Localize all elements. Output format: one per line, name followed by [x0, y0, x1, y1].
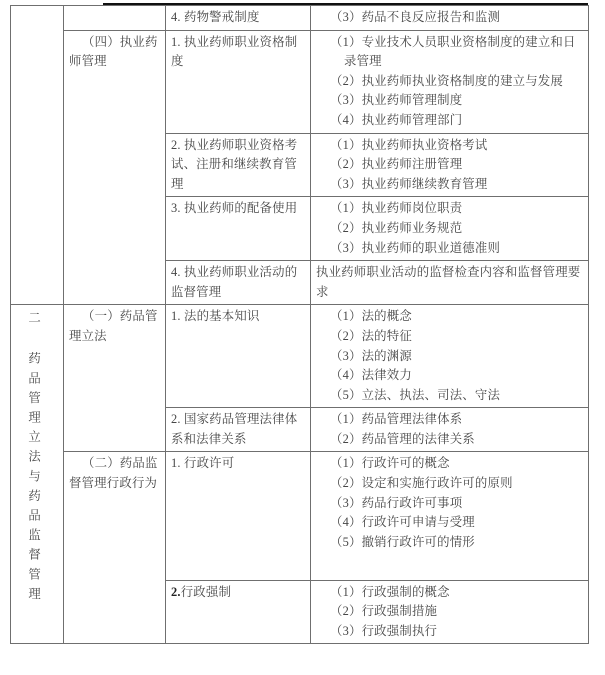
list-item: （1）执业药师岗位职责 — [330, 201, 463, 216]
list-item: （4）行政许可申请与受理 — [330, 515, 475, 530]
list-item: （1）专业技术人员职业资格制度的建立和日录管理 — [330, 34, 576, 69]
list-item: （1）行政强制的概念 — [330, 584, 450, 599]
detail-list — [316, 410, 584, 449]
detail-list — [316, 307, 584, 405]
detail-list — [316, 33, 584, 131]
item-cell: 1. 行政许可 — [166, 452, 311, 580]
list-item: （3）执业药师的职业道德准则 — [330, 240, 501, 255]
detail-list — [316, 8, 584, 28]
detail-list — [316, 454, 584, 552]
item-label: 行政强制 — [180, 584, 232, 599]
chapter-cell-empty — [11, 6, 64, 305]
item-cell: 4. 执业药师职业活动的监督管理 — [166, 261, 311, 305]
list-item: （3）药品不良反应报告和监测 — [330, 10, 501, 24]
detail-cell — [311, 197, 589, 261]
item-cell: 1. 执业药师职业资格制度 — [166, 30, 311, 133]
list-item: （2）法的特征 — [330, 328, 412, 343]
list-item: （2）药品管理的法律关系 — [330, 431, 475, 446]
list-item: （1）法的概念 — [330, 309, 412, 324]
list-item: （4）法律效力 — [330, 368, 412, 383]
item-cell: 2. 国家药品管理法律体系和法律关系 — [166, 408, 311, 452]
section-cell-xingzhengxingwei — [64, 452, 166, 644]
table-row — [11, 305, 589, 408]
item-cell: 1. 法的基本知识 — [166, 305, 311, 408]
detail-cell — [311, 408, 589, 452]
section-label: （四）执业药师管理 — [69, 34, 158, 69]
section-label: （二）药品监督管理行政行为 — [69, 456, 158, 491]
syllabus-table — [10, 5, 589, 644]
list-item: （2）执业药师执业资格制度的建立与发展 — [330, 73, 564, 88]
list-item: （3）执业药师继续教育管理 — [330, 176, 488, 191]
detail-cell — [311, 6, 589, 31]
list-item: （1）执业药师执业资格考试 — [330, 137, 488, 152]
table-row — [11, 452, 589, 580]
list-item: （5）立法、执法、司法、守法 — [330, 387, 501, 402]
list-item: （3）行政强制执行 — [330, 623, 438, 638]
chapter-label-vertical: 二 药品管理立法与药品监督管理 — [26, 311, 41, 607]
section-label: （一）药品管理立法 — [69, 309, 158, 343]
item-cell: 3. 执业药师的配备使用 — [166, 197, 311, 261]
detail-list — [316, 583, 584, 642]
list-item: （2）行政强制措施 — [330, 604, 438, 619]
table-row — [11, 6, 589, 31]
detail-cell — [311, 261, 589, 305]
list-item: （1）药品管理法律体系 — [330, 412, 463, 427]
item-cell — [166, 580, 311, 644]
section-cell-zhiyeyaoshi — [64, 30, 166, 305]
detail-paragraph: 执业药师职业活动的监督检查内容和监督管理要求 — [316, 265, 581, 299]
item-cell: 4. 药物警戒制度 — [166, 6, 311, 31]
table-row — [11, 30, 589, 133]
list-item: （3）执业药师管理制度 — [330, 93, 463, 108]
section-cell-yaopinlifa — [64, 305, 166, 452]
list-item: （2）设定和实施行政许可的原则 — [330, 476, 513, 491]
list-item: （1）行政许可的概念 — [330, 456, 450, 471]
chapter-cell-two — [11, 305, 64, 644]
list-item: （2）执业药师注册管理 — [330, 157, 463, 172]
detail-list — [316, 136, 584, 195]
detail-cell — [311, 452, 589, 580]
item-cell: 2. 执业药师职业资格考试、注册和继续教育管理 — [166, 133, 311, 197]
list-item: （2）执业药师业务规范 — [330, 220, 463, 235]
section-cell-empty — [64, 6, 166, 31]
detail-cell — [311, 580, 589, 644]
list-item: （3）药品行政许可事项 — [330, 495, 463, 510]
detail-cell — [311, 305, 589, 408]
list-item: （5）撤销行政许可的情形 — [330, 534, 475, 549]
detail-cell — [311, 30, 589, 133]
item-number: 2. — [171, 584, 181, 599]
list-item: （4）执业药师管理部门 — [330, 112, 463, 127]
detail-list — [316, 199, 584, 258]
detail-cell — [311, 133, 589, 197]
list-item: （3）法的渊源 — [330, 348, 412, 363]
